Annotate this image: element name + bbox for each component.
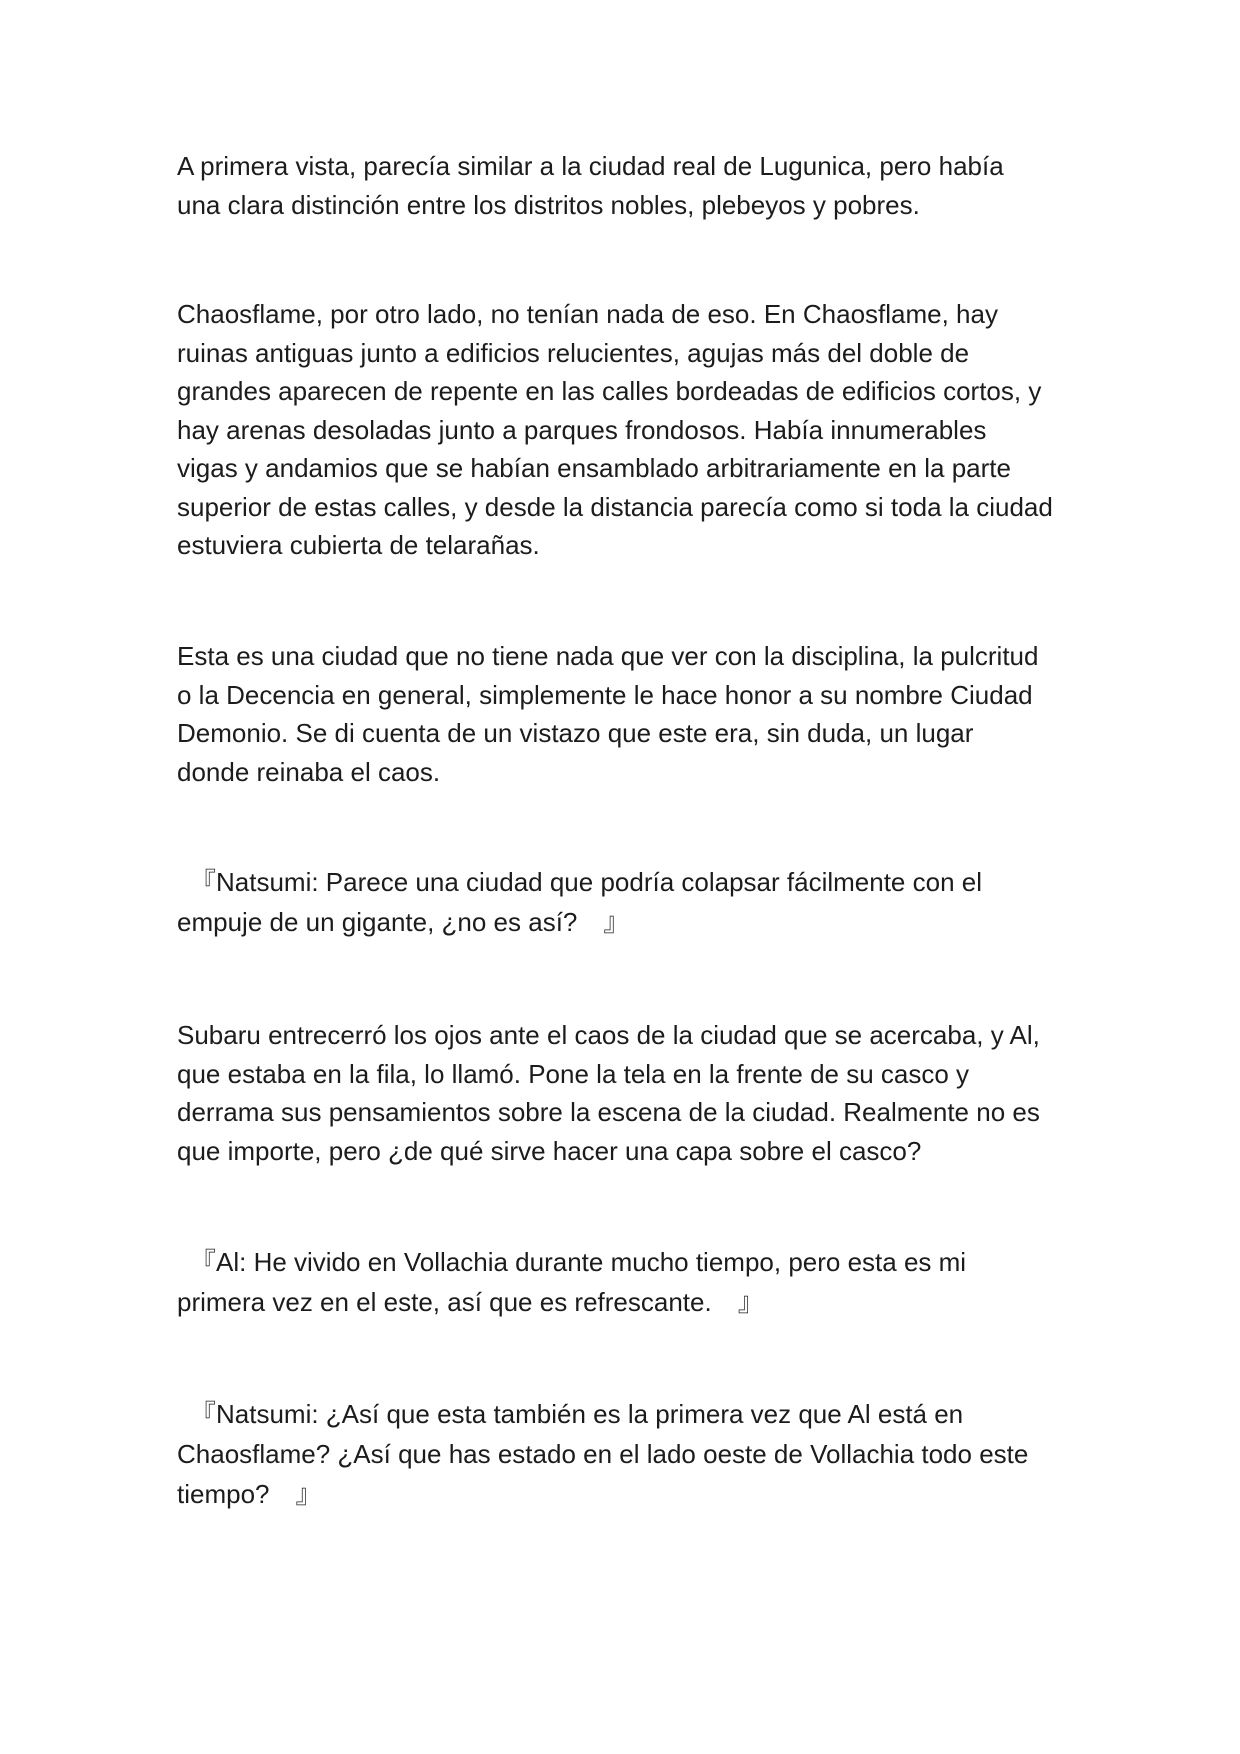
narration-paragraph: Subaru entrecerró los ojos ante el caos de la ciudad que se acercaba, y Al, que estaba en la fila, lo llamó. Pone la tela en la frente de su casco y derrama sus pensamientos sobre la escena de la ciudad. Realmente no es que importe, pero ¿de qué sirve hacer una capa sobre el casco? [177, 1020, 1040, 1166]
dialogue-line-natsumi: 『Natsumi: ¿Así que esta también es la primera vez que Al está en Chaosflame? ¿Así que has estado en el lado oeste de Vollachia todo este tiempo? 』 [177, 1399, 1029, 1509]
narration-paragraph: Esta es una ciudad que no tiene nada que ver con la disciplina, la pulcritud o la Decencia en general, simplemente le hace honor a su nombre Ciudad Demonio. Se di cuenta de un vistazo que este era, sin duda, un lugar donde reinaba el caos. [177, 641, 1039, 787]
dialogue-line-natsumi: 『Natsumi: Parece una ciudad que podría colapsar fácilmente con el empuje de un gigante, ¿no es así? 』 [177, 867, 982, 937]
narration-paragraph: A primera vista, parecía similar a la ciudad real de Lugunica, pero había una clara distinción entre los distritos nobles, plebeyos y pobres. [177, 151, 1004, 220]
dialogue-line-al: 『Al: He vivido en Vollachia durante mucho tiempo, pero esta es mi primera vez en el este, así que es refrescante. 』 [177, 1247, 967, 1317]
narration-paragraph: Chaosflame, por otro lado, no tenían nada de eso. En Chaosflame, hay ruinas antiguas junto a edificios relucientes, agujas más del doble de grandes aparecen de repente en las calles bordeadas de edificios cortos, y hay arenas desoladas junto a parques frondosos. Había innumerables vigas y andamios que se habían ensamblado arbitrariamente en la parte superior de estas calles, y desde la distancia parecía como si toda la ciudad estuviera cubierta de telarañas. [177, 299, 1053, 560]
